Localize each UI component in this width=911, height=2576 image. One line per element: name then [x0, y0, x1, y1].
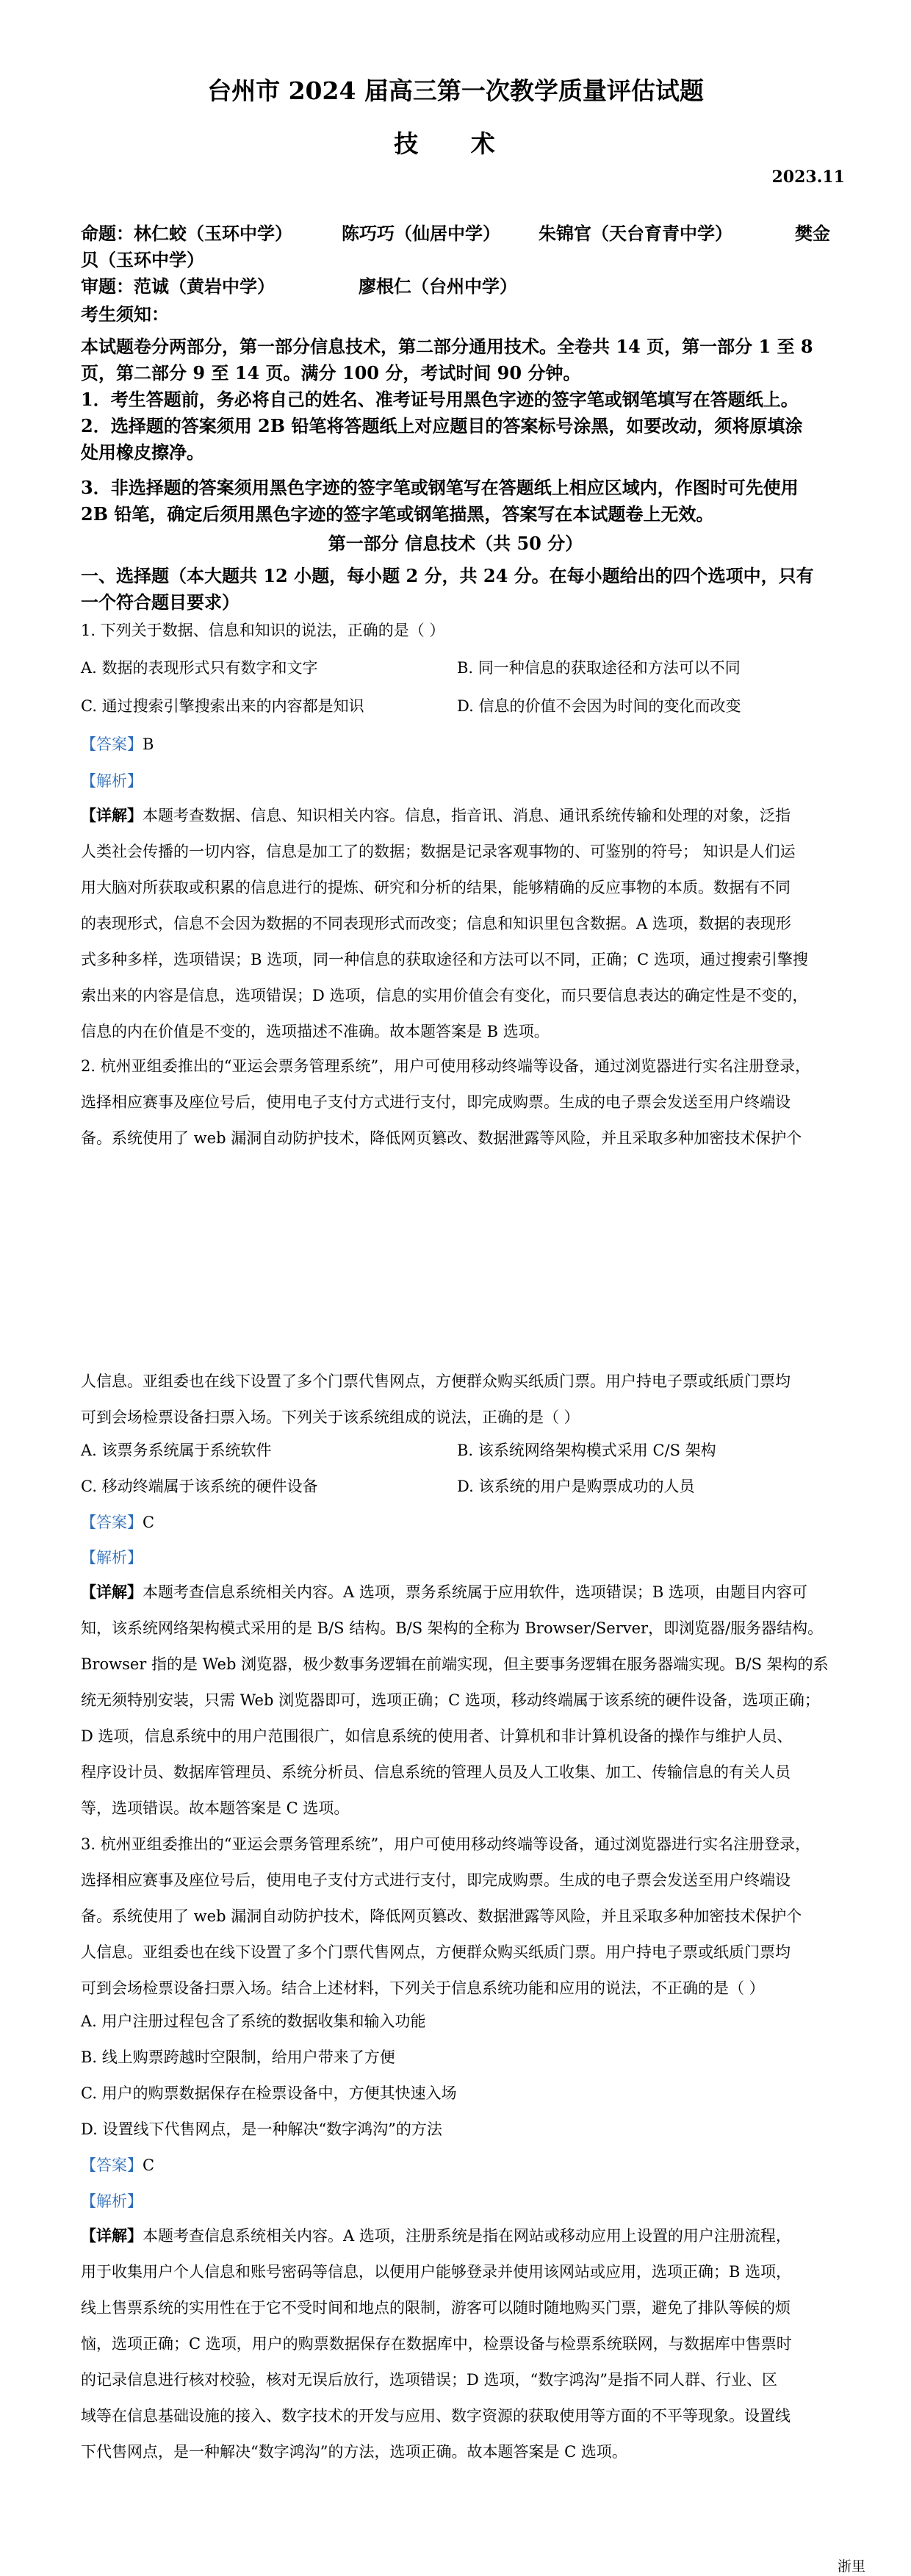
section-heading: 一个符合题目要求） [81, 591, 240, 613]
detail-block: 【详解】本题考查信息系统相关内容。A 选项，票务系统属于应用软件，选项错误；B 选项，由题目内容可 知，该系统网络架构模式采用的是 B/S 结构。B/S 架构的全称为 Browser/Server，即浏览器/服务器结构。 Browser 指的是 Web 浏览器，极少数事务逻辑在前端实现，但主要事务逻辑在服务器端实现。B/S 架构的系 统无须特别安装，只需 Web 浏览器即可，选项正确；C 选项，移动终端属于该系统的硬件设备，选项正确； D 选项，信息系统中的用户范围很广，如信息系统的使用者、计算机和非计算机设备的操作与维护人员、 程序设计员、数据库管理员、系统分析员、信息系统的管理人员及人工收集、加工、传输信息的有关人员 等，选项错误。故本题答案是 C 选项。 [81, 1583, 829, 1817]
answer-line [81, 1511, 154, 1534]
notice-line: 2B 铅笔，确定后须用黑色字迹的签字笔或钢笔描黑，答案写在本试题卷上无效。 [81, 503, 714, 525]
answer-value: B [143, 735, 154, 753]
section-heading: 一、选择题（本大题共 12 小题，每小题 2 分，共 24 分。在每小题给出的四个选项中，只有 [81, 565, 814, 586]
analysis-tag: 【解析】 [81, 1549, 143, 1566]
notice-line: 3．非选择题的答案须用黑色字迹的签字笔或钢笔写在答题纸上相应区域内，作图时可先使用 [81, 477, 799, 498]
option-b: B. 该系统网络架构模式采用 C/S 架构 [457, 1442, 716, 1459]
answer-line [81, 733, 154, 756]
question-stem-continued: 人信息。亚组委也在线下设置了多个门票代售网点，方便群众购买纸质门票。用户持电子票或纸质门票均 可到会场检票设备扫票入场。下列关于该系统组成的说法，正确的是（ ） [81, 1372, 791, 1426]
answer-value: C [143, 1514, 155, 1531]
notice-line: 2．选择题的答案须用 2B 铅笔将答题纸上对应题目的答案标号涂黑，如要改动，须将原填涂 [81, 415, 803, 436]
subject-title: 技 术 [394, 129, 517, 158]
option-b: B. 同一种信息的获取途径和方法可以不同 [457, 659, 741, 677]
question-stem: 2. 杭州亚组委推出的“亚运会票务管理系统”，用户可使用移动终端等设备，通过浏览器进行实名注册登录， 选择相应赛事及座位号后，使用电子支付方式进行支付，即完成购票。生成的电子票会发送至用户终端设 备。系统使用了 web 漏洞自动防护技术，降低网页篡改、数据泄露等风险，并且采取多种加密技术保护个 [81, 1057, 811, 1147]
notice-line: 处用橡皮擦净。 [81, 442, 204, 463]
option-a: A. 该票务系统属于系统软件 [81, 1442, 272, 1459]
answer-tag: 【答案】 [81, 2156, 143, 2174]
exam-title: 台州市 2024 届高三第一次教学质量评估试题 [207, 76, 704, 105]
option-d: D. 信息的价值不会因为时间的变化而改变 [457, 697, 741, 715]
option-d: D. 设置线下代售网点，是一种解决“数字鸿沟”的方法 [81, 2120, 442, 2138]
detail-tag: 【详解】 [81, 1583, 143, 1601]
notice-heading: 考生须知： [81, 303, 169, 325]
option-a: A. 用户注册过程包含了系统的数据收集和输入功能 [81, 2012, 426, 2030]
part-heading: 第一部分 信息技术（共 50 分） [328, 533, 583, 554]
analysis-tag: 【解析】 [81, 2192, 143, 2210]
option-c: C. 通过搜索引擎搜索出来的内容都是知识 [81, 697, 364, 715]
notice-line: 页，第二部分 9 至 14 页。满分 100 分，考试时间 90 分钟。 [81, 362, 581, 384]
detail-tag: 【详解】 [81, 806, 143, 824]
answer-value: C [143, 2156, 155, 2174]
detail-tag: 【详解】 [81, 2226, 143, 2245]
notice-line: 1．考生答题前，务必将自己的姓名、准考证号用黑色字迹的签字笔或钢笔填写在答题纸上。 [81, 389, 799, 410]
option-b: B. 线上购票跨越时空限制，给用户带来了方便 [81, 2048, 395, 2066]
question-stem: 1. 下列关于数据、信息和知识的说法，正确的是（ ） [81, 622, 445, 639]
answer-line [81, 2154, 154, 2177]
option-a: A. 数据的表现形式只有数字和文字 [81, 659, 318, 677]
answer-tag: 【答案】 [81, 1514, 143, 1531]
question-stem: 3. 杭州亚组委推出的“亚运会票务管理系统”，用户可使用移动终端等设备，通过浏览器进行实名注册登录， 选择相应赛事及座位号后，使用电子支付方式进行支付，即完成购票。生成的电子票会发送至用户终端设 备。系统使用了 web 漏洞自动防护技术，降低网页篡改、数据泄露等风险，并且采取多种加密技术保护个 人信息。亚组委也在线下设置了多个门票代售网点，方便群众购买纸质门票。用户持电子票或纸质门票均 可到会场检票设备扫票入场。结合上述材料，下列关于信息系统功能和应用的说法，不正确的是（ ） [81, 1835, 811, 1997]
exam-date: 2023.11 [771, 168, 845, 187]
exam-page: 台州市 2024 届高三第一次教学质量评估试题 技 术 2023.11 命题：林仁蛟（玉环中学） 陈巧巧（仙居中学） 朱锦官（天台育青中学） 樊金 贝（玉环中学） 审题：范诚（黄岩中学） 廖根仁（台州中学） 考生须知： 本试题卷分两部分，第一部分信息技术，第二部分通用技术。全卷共 14 页，第一部分 1 至 8 页，第二部分 9 至 14 页。满分 100 分，考试时间 90 分钟。 1．考生答题前，务必将自己的姓名、准考证号用黑色字迹的签字笔或钢笔填写在答题纸上。 2．选择题的答案须用 2B 铅笔将答题纸上对应题目的答案标号涂黑，如要改动，须将原填涂 处用橡皮擦净。 3．非选择题的答案须用黑色字迹的签字笔或钢笔写在答题纸上相应区域内，作图时可先使用 2B 铅笔，确定后须用黑色字迹的签字笔或钢笔描黑，答案写在本试题卷上无效。 第一部分 信息技术（共 50 分） 一、选择题（本大题共 12 小题，每小题 2 分，共 24 分。在每小题给出的四个选项中，只有 一个符合题目要求） 1. 下列关于数据、信息和知识的说法，正确的是（ ） A. 数据的表现形式只有数字和文字 B. 同一种信息的获取途径和方法可以不同 C. 通过搜索引擎搜索出来的内容都是知识 D. 信息的价值不会因为时间的变化而改变 【答案】B 【解析】 【详解】本题考查数据、信息、知识相关内容。信息，指音讯、消息、通讯系统传输和处理的对象，泛指 人类社会传播的一切内容，信息是加工了的数据；数据是记录客观事物的、可鉴别的符号； 知识是人们运 用大脑对所获取或积累的信息进行的提炼、研究和分析的结果，能够精确的反应事物的本质。数据有不同 的表现形式，信息不会因为数据的不同表现形式而改变；信息和知识里包含数据。A 选项，数据的表现形 式多种多样，选项错误；B 选项，同一种信息的获取途径和方法可以不同，正确；C 选项，通过搜索引擎搜 索出来的内容是信息，选项错误；D 选项，信息的实用价值会有变化，而只要信息表达的确定性是不变的， 信息的内在价值是不变的，选项描述不准确。故本题答案是 B 选项。 2. 杭州亚组委推出的“亚运会票务管理系统”，用户可使用移动终端等设备，通过浏览器进行实名注册登录， 选择相应赛事及座位号后，使用电子支付方式进行支付，即完成购票。生成的电子票会发送至用户终端设 备。系统使用了 web 漏洞自动防护技术，降低网页篡改、数据泄露等风险，并且采取多种加密技术保护个 人信息。亚组委也在线下设置了多个门票代售网点，方便群众购买纸质门票。用户持电子票或纸质门票均 可到会场检票设备扫票入场。下列关于该系统组成的说法，正确的是（ ） A. 该票务系统属于系统软件 B. 该系统网络架构模式采用 C/S 架构 C. 移动终端属于该系统的硬件设备 D. 该系统的用户是购票成功的人员 【答案】C 【解析】 【详解】本题考查信息系统相关内容。A 选项，票务系统属于应用软件，选项错误；B 选项，由题目内容可 知，该系统网络架构模式采用的是 B/S 结构。B/S 架构的全称为 Browser/Server，即浏览器/服务器结构。 Browser 指的是 Web 浏览器，极少数事务逻辑在前端实现，但主要事务逻辑在服务器端实现。B/S 架构的系 统无须特别安装，只需 Web 浏览器即可，选项正确；C 选项，移动终端属于该系统的硬件设备，选项正确； D 选项，信息系统中的用户范围很广，如信息系统的使用者、计算机和非计算机设备的操作与维护人员、 程序设计员、数据库管理员、系统分析员、信息系统的管理人员及人工收集、加工、传输信息的有关人员 等，选项错误。故本题答案是 C 选项。 3. 杭州亚组委推出的“亚运会票务管理系统”，用户可使用移动终端等设备，通过浏览器进行实名注册登录， 选择相应赛事及座位号后，使用电子支付方式进行支付，即完成购票。生成的电子票会发送至用户终端设 备。系统使用了 web 漏洞自动防护技术，降低网页篡改、数据泄露等风险，并且采取多种加密技术保护个 人信息。亚组委也在线下设置了多个门票代售网点，方便群众购买纸质门票。用户持电子票或纸质门票均 可到会场检票设备扫票入场。结合上述材料，下列关于信息系统功能和应用的说法，不正确的是（ ） A. 用户注册过程包含了系统的数据收集和输入功能 B. 线上购票跨越时空限制，给用户带来了方便 C. 用户的购票数据保存在检票设备中，方便其快速入场 D. 设置线下代售网点，是一种解决“数字鸿沟”的方法 【答案】C 【解析】 【详解】本题考查信息系统相关内容。A 选项，注册系统是指在网站或移动应用上设置的用户注册流程， 用于收集用户个人信息和账号密码等信息，以便用户能够登录并使用该网站或应用，选项正确；B 选项， 线上售票系统的实用性在于它不受时间和地点的限制，游客可以随时随地购买门票，避免了排队等候的烦 恼，选项正确；C 选项，用户的购票数据保存在数据库中，检票设备与检票系统联网，与数据库中售票时 的记录信息进行核对校验，核对无误后放行，选项错误；D 选项，“数字鸿沟”是指不同人群、行业、区 域等在信息基础设施的接入、数字技术的开发与应用、数字资源的获取使用等方面的不平等现象。设置线 下代售网点，是一种解决“数字鸿沟”的方法，选项正确。故本题答案是 C 选项。 浙里 [0, 0, 911, 2576]
detail-block: 【详解】本题考查数据、信息、知识相关内容。信息，指音讯、消息、通讯系统传输和处理的对象，泛指 人类社会传播的一切内容，信息是加工了的数据；数据是记录客观事物的、可鉴别的符号； 知识是人们运 用大脑对所获取或积累的信息进行的提炼、研究和分析的结果，能够精确的反应事物的本质。数据有不同 的表现形式，信息不会因为数据的不同表现形式而改变；信息和知识里包含数据。A 选项，数据的表现形 式多种多样，选项错误；B 选项，同一种信息的获取途径和方法可以不同，正确；C 选项，通过搜索引擎搜 索出来的内容是信息，选项错误；D 选项，信息的实用价值会有变化，而只要信息表达的确定性是不变的， 信息的内在价值是不变的，选项描述不准确。故本题答案是 B 选项。 [81, 806, 808, 1040]
detail-block: 【详解】本题考查信息系统相关内容。A 选项，注册系统是指在网站或移动应用上设置的用户注册流程， 用于收集用户个人信息和账号密码等信息，以便用户能够登录并使用该网站或应用，选项正确；B 选项， 线上售票系统的实用性在于它不受时间和地点的限制，游客可以随时随地购买门票，避免了排队等候的烦 恼，选项正确；C 选项，用户的购票数据保存在数据库中，检票设备与检票系统联网，与数据库中售票时 的记录信息进行核对校验，核对无误后放行，选项错误；D 选项，“数字鸿沟”是指不同人群、行业、区 域等在信息基础设施的接入、数字技术的开发与应用、数字资源的获取使用等方面的不平等现象。设置线 下代售网点，是一种解决“数字鸿沟”的方法，选项正确。故本题答案是 C 选项。 [81, 2226, 792, 2461]
notice-line: 本试题卷分两部分，第一部分信息技术，第二部分通用技术。全卷共 14 页，第一部分 1 至 8 [81, 336, 813, 357]
option-d: D. 该系统的用户是购票成功的人员 [457, 1478, 695, 1495]
analysis-tag: 【解析】 [81, 772, 143, 790]
authors-line-2: 贝（玉环中学） [81, 249, 204, 270]
option-c: C. 用户的购票数据保存在检票设备中，方便其快速入场 [81, 2084, 457, 2102]
answer-tag: 【答案】 [81, 735, 143, 753]
page-footer: 浙里 [837, 2558, 865, 2575]
option-c: C. 移动终端属于该系统的硬件设备 [81, 1478, 318, 1495]
